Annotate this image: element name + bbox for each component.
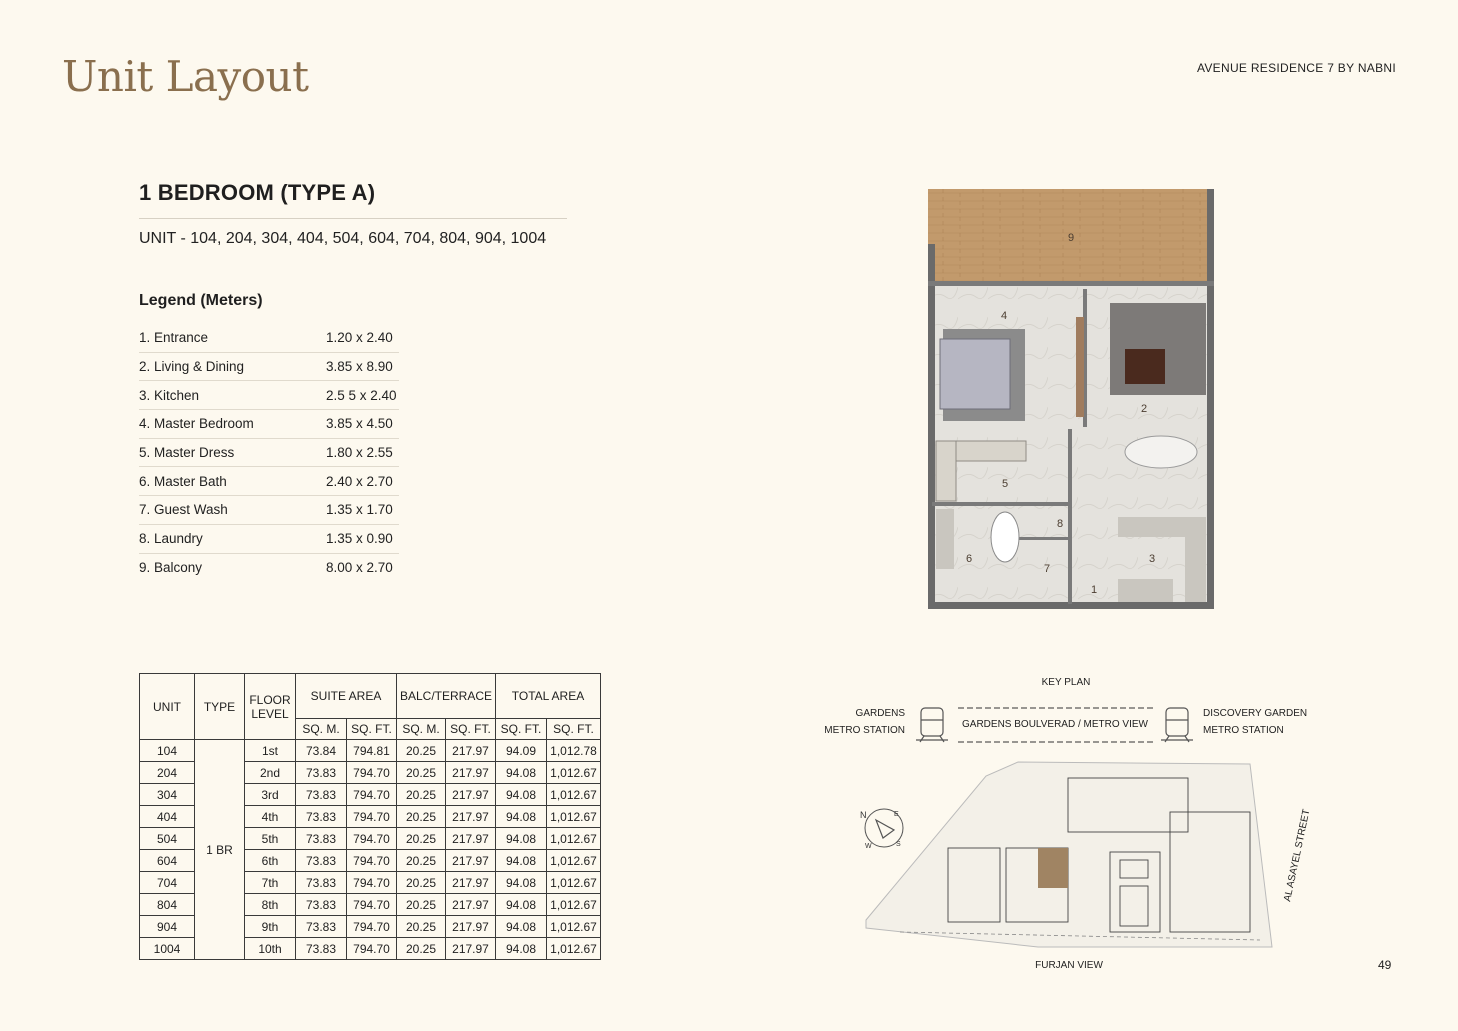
partition-wall: [1018, 537, 1068, 540]
key-plan-title: KEY PLAN: [1041, 677, 1091, 688]
room-label-bedroom: 4: [1000, 310, 1008, 322]
legend-room-name: 3. Kitchen: [139, 387, 200, 403]
cell-suite-sqft: 794.70: [347, 894, 397, 916]
cell-balc-sqm: 20.25: [397, 740, 446, 762]
compass-s: S: [896, 841, 901, 848]
legend-room-dimension: 3.85 x 8.90: [326, 359, 393, 375]
cell-balc-sqm: 20.25: [397, 806, 446, 828]
cell-balc-sqft: 217.97: [446, 806, 496, 828]
floor-plan: [928, 189, 1215, 609]
cell-balc-sqm: 20.25: [397, 916, 446, 938]
header-suite-area: SUITE AREA: [296, 674, 397, 719]
cell-floor: 9th: [245, 916, 296, 938]
subheader-sqft: SQ. FT.: [547, 719, 601, 740]
room-label-guest-wash: 7: [1043, 563, 1051, 575]
legend-item: [139, 467, 399, 496]
outer-wall-right: [1207, 189, 1214, 609]
outer-wall-left: [928, 244, 935, 609]
compass-n: N: [860, 810, 867, 820]
cell-unit: 604: [140, 850, 195, 872]
cell-balc-sqft: 217.97: [446, 894, 496, 916]
bed: [940, 339, 1010, 409]
cell-total-1: 94.08: [496, 850, 547, 872]
cell-balc-sqm: 20.25: [397, 894, 446, 916]
legend-item: [139, 525, 399, 554]
legend-item: [139, 496, 399, 525]
compass-w: W: [865, 843, 872, 850]
header-type: TYPE: [195, 674, 245, 740]
cell-total-2: 1,012.67: [547, 938, 601, 960]
cell-total-2: 1,012.78: [547, 740, 601, 762]
cell-total-2: 1,012.67: [547, 850, 601, 872]
right-station-line2: METRO STATION: [1203, 725, 1284, 736]
cell-floor: 6th: [245, 850, 296, 872]
furjan-view-label: FURJAN VIEW: [1035, 960, 1103, 971]
cell-balc-sqm: 20.25: [397, 828, 446, 850]
cell-balc-sqm: 20.25: [397, 850, 446, 872]
room-label-kitchen: 3: [1148, 553, 1156, 565]
cell-suite-sqm: 73.83: [296, 916, 347, 938]
vanity: [936, 509, 954, 569]
cell-total-1: 94.08: [496, 828, 547, 850]
right-station-line1: DISCOVERY GARDEN: [1203, 708, 1308, 719]
room-label-laundry: 8: [1056, 518, 1064, 530]
legend-item: [139, 353, 399, 382]
cell-unit: 904: [140, 916, 195, 938]
cell-suite-sqft: 794.70: [347, 806, 397, 828]
unit-numbers: UNIT - 104, 204, 304, 404, 504, 604, 704, 804, 904, 1004: [139, 230, 547, 247]
partition-wall: [1068, 429, 1072, 604]
legend-room-dimension: 1.35 x 1.70: [326, 502, 393, 518]
cell-suite-sqft: 794.70: [347, 784, 397, 806]
cell-suite-sqm: 73.83: [296, 872, 347, 894]
cell-balc-sqm: 20.25: [397, 784, 446, 806]
page-title: Unit Layout: [62, 52, 309, 101]
legend-room-name: 5. Master Dress: [139, 445, 235, 461]
kitchen-island: [1118, 579, 1173, 602]
cell-total-1: 94.08: [496, 872, 547, 894]
table-row: [140, 740, 601, 762]
highlighted-unit: [1038, 848, 1068, 888]
header-floor-level: FLOOR LEVEL: [245, 674, 296, 740]
legend-title: Legend (Meters): [139, 292, 263, 309]
cell-floor: 2nd: [245, 762, 296, 784]
cell-balc-sqm: 20.25: [397, 762, 446, 784]
cell-balc-sqft: 217.97: [446, 850, 496, 872]
legend-item: [139, 554, 399, 582]
legend-room-dimension: 1.35 x 0.90: [326, 531, 393, 547]
cell-unit: 204: [140, 762, 195, 784]
cell-unit: 104: [140, 740, 195, 762]
cell-floor: 1st: [245, 740, 296, 762]
legend-item: [139, 410, 399, 439]
cell-total-2: 1,012.67: [547, 762, 601, 784]
subheader-sqft: SQ. FT.: [446, 719, 496, 740]
legend-room-name: 1. Entrance: [139, 330, 209, 346]
legend-list: [139, 324, 399, 581]
cell-total-2: 1,012.67: [547, 894, 601, 916]
area-table: [139, 673, 601, 960]
cell-suite-sqft: 794.70: [347, 938, 397, 960]
cell-floor: 5th: [245, 828, 296, 850]
room-label-bath: 6: [965, 553, 973, 565]
legend-room-dimension: 1.20 x 2.40: [326, 330, 393, 346]
cell-total-1: 94.08: [496, 938, 547, 960]
tv-unit: [1076, 317, 1084, 417]
cell-floor: 10th: [245, 938, 296, 960]
cell-suite-sqft: 794.70: [347, 872, 397, 894]
cell-unit: 804: [140, 894, 195, 916]
cell-total-1: 94.08: [496, 784, 547, 806]
cell-suite-sqm: 73.83: [296, 806, 347, 828]
cell-suite-sqft: 794.70: [347, 916, 397, 938]
cell-balc-sqft: 217.97: [446, 784, 496, 806]
key-plan: [820, 672, 1320, 972]
cell-total-1: 94.08: [496, 762, 547, 784]
legend-room-dimension: 2.40 x 2.70: [326, 473, 393, 489]
cell-balc-sqm: 20.25: [397, 872, 446, 894]
subheader-sqft: SQ. FT.: [347, 719, 397, 740]
cell-suite-sqm: 73.83: [296, 762, 347, 784]
cell-total-1: 94.08: [496, 806, 547, 828]
cell-floor: 8th: [245, 894, 296, 916]
legend-room-name: 4. Master Bedroom: [139, 416, 254, 432]
cell-suite-sqm: 73.83: [296, 784, 347, 806]
legend-room-dimension: 8.00 x 2.70: [326, 559, 393, 575]
subheader-sqft: SQ. FT.: [496, 719, 547, 740]
balcony-wall: [928, 281, 1214, 286]
cell-unit: 504: [140, 828, 195, 850]
cell-total-2: 1,012.67: [547, 916, 601, 938]
kitchen-counter: [1185, 517, 1206, 602]
cell-unit: 1004: [140, 938, 195, 960]
cell-balc-sqft: 217.97: [446, 762, 496, 784]
cell-total-2: 1,012.67: [547, 806, 601, 828]
cell-balc-sqm: 20.25: [397, 938, 446, 960]
legend-room-dimension: 1.80 x 2.55: [326, 445, 393, 461]
wardrobe: [936, 441, 956, 501]
compass-icon: [860, 809, 903, 850]
left-station-line2: METRO STATION: [824, 725, 905, 736]
cell-balc-sqft: 217.97: [446, 740, 496, 762]
cell-suite-sqft: 794.70: [347, 828, 397, 850]
legend-room-name: 9. Balcony: [139, 559, 203, 575]
street-label: AL ASAYEL STREET: [1282, 808, 1313, 903]
header-balc-terrace: BALC/TERRACE: [397, 674, 496, 719]
cell-unit: 304: [140, 784, 195, 806]
legend-room-name: 7. Guest Wash: [139, 502, 228, 518]
cell-total-2: 1,012.67: [547, 828, 601, 850]
cell-unit: 404: [140, 806, 195, 828]
cell-suite-sqft: 794.70: [347, 762, 397, 784]
legend-item: [139, 439, 399, 468]
rug: [1125, 349, 1165, 384]
legend-item: [139, 381, 399, 410]
cell-suite-sqm: 73.84: [296, 740, 347, 762]
legend-room-name: 6. Master Bath: [139, 473, 227, 489]
page-number: 49: [1378, 958, 1392, 972]
cell-unit: 704: [140, 872, 195, 894]
cell-total-1: 94.09: [496, 740, 547, 762]
subheader-sqm: SQ. M.: [296, 719, 347, 740]
subheader-sqm: SQ. M.: [397, 719, 446, 740]
unit-type-title: 1 BEDROOM (TYPE A): [139, 180, 376, 205]
room-label-entrance: 1: [1090, 584, 1098, 596]
cell-floor: 7th: [245, 872, 296, 894]
left-station-line1: GARDENS: [855, 708, 905, 719]
cell-suite-sqft: 794.70: [347, 850, 397, 872]
bathtub: [991, 512, 1019, 562]
header-unit: UNIT: [140, 674, 195, 740]
partition-wall: [932, 502, 1070, 506]
cell-balc-sqft: 217.97: [446, 938, 496, 960]
legend-room-dimension: 3.85 x 4.50: [326, 416, 393, 432]
cell-floor: 4th: [245, 806, 296, 828]
legend-item: [139, 324, 399, 353]
compass-e: E: [894, 811, 899, 818]
train-icon: [1161, 708, 1193, 742]
center-route-label: GARDENS BOULVERAD / METRO VIEW: [962, 719, 1148, 730]
legend-room-name: 2. Living & Dining: [139, 359, 245, 375]
cell-total-2: 1,012.67: [547, 872, 601, 894]
cell-suite-sqft: 794.81: [347, 740, 397, 762]
cell-suite-sqm: 73.83: [296, 938, 347, 960]
room-label-living: 2: [1140, 403, 1148, 415]
cell-suite-sqm: 73.83: [296, 828, 347, 850]
brand-name: AVENUE RESIDENCE 7 BY NABNI: [1196, 61, 1396, 75]
train-icon: [916, 708, 948, 742]
header-total-area: TOTAL AREA: [496, 674, 601, 719]
cell-balc-sqft: 217.97: [446, 916, 496, 938]
dining-table: [1125, 436, 1197, 468]
cell-balc-sqft: 217.97: [446, 828, 496, 850]
cell-total-1: 94.08: [496, 916, 547, 938]
site-outline: [866, 762, 1272, 947]
room-label-dress: 5: [1001, 478, 1009, 490]
table-header-row: [140, 674, 601, 719]
cell-total-1: 94.08: [496, 894, 547, 916]
cell-balc-sqft: 217.97: [446, 872, 496, 894]
legend-room-dimension: 2.5 5 x 2.40: [326, 387, 397, 403]
cell-suite-sqm: 73.83: [296, 894, 347, 916]
title-divider: [139, 218, 567, 219]
cell-floor: 3rd: [245, 784, 296, 806]
room-label-balcony: 9: [1067, 232, 1075, 244]
cell-suite-sqm: 73.83: [296, 850, 347, 872]
cell-type: 1 BR: [195, 740, 245, 960]
legend-room-name: 8. Laundry: [139, 531, 203, 547]
cell-total-2: 1,012.67: [547, 784, 601, 806]
